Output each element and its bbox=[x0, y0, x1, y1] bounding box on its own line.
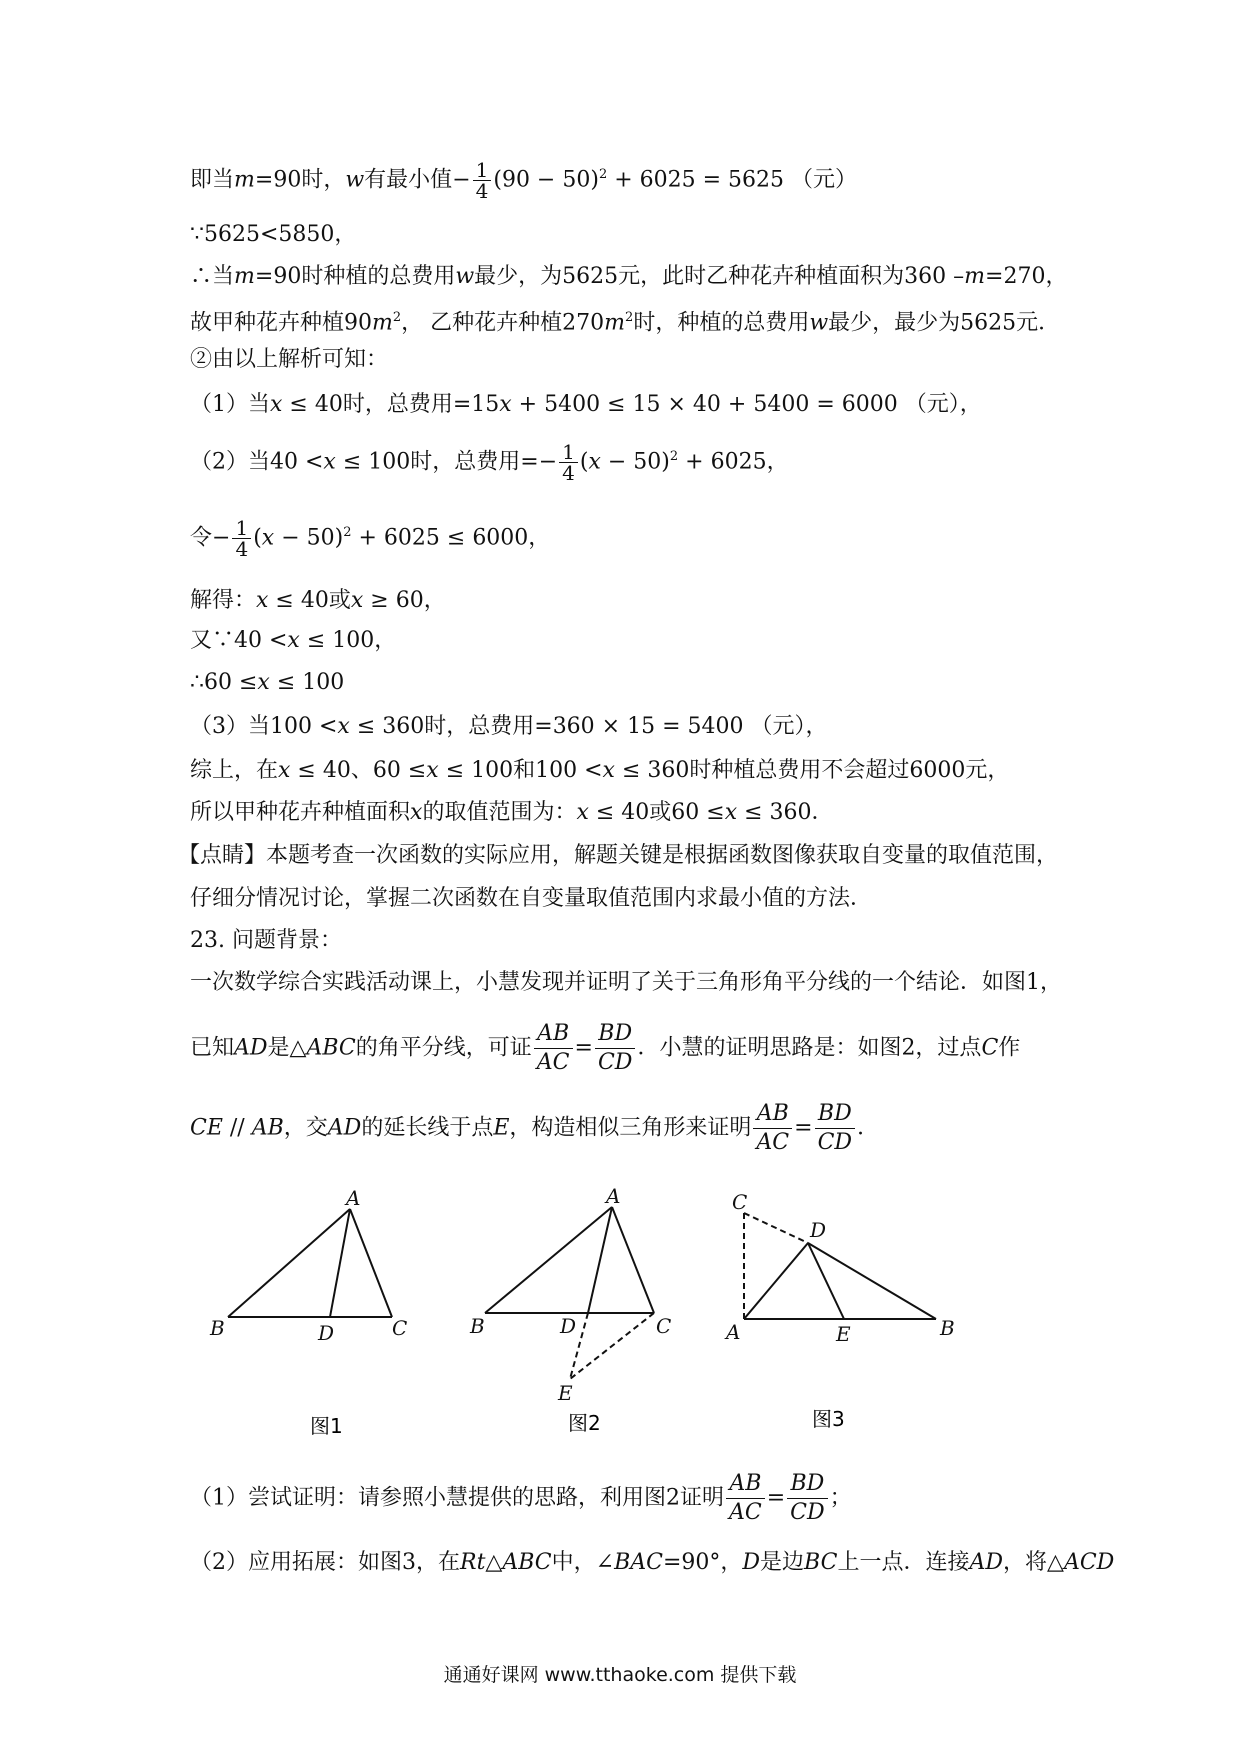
text: 是边 bbox=[760, 1550, 805, 1575]
var: m bbox=[372, 310, 393, 336]
text: =90时， bbox=[254, 167, 346, 193]
figures-diagram bbox=[0, 1185, 1240, 1445]
var: E bbox=[493, 1115, 510, 1141]
text: ， 乙种花卉种植270 bbox=[401, 310, 605, 336]
text: ≤ 360时，总费用=360 × 15 = 5400 （元）， bbox=[349, 714, 828, 739]
text: =90°， bbox=[662, 1550, 743, 1575]
denominator: AC bbox=[756, 1130, 790, 1155]
numerator: BD bbox=[787, 1470, 827, 1499]
text: ． bbox=[857, 1115, 880, 1141]
text: ( bbox=[579, 449, 589, 475]
denominator: AC bbox=[729, 1500, 762, 1525]
fraction-one-quarter bbox=[559, 442, 578, 483]
text: ≤ 40或60 ≤ bbox=[588, 800, 725, 825]
question-1 bbox=[190, 1470, 1090, 1527]
solution-comment-line-2: 仔细分情况讨论，掌握二次函数在自变量取值范围内求最小值的方法． bbox=[190, 886, 873, 911]
minus-sign: − bbox=[538, 449, 558, 475]
text: 中，∠ bbox=[551, 1550, 615, 1575]
text: + 5400 ≤ 15 × 40 + 5400 = 6000 （元）， bbox=[511, 392, 982, 417]
var: AD bbox=[969, 1550, 1004, 1575]
numerator: 1 bbox=[473, 160, 492, 181]
problem-paragraph-3 bbox=[190, 1100, 1090, 1157]
solution-line-8 bbox=[190, 518, 1090, 559]
text: 综上，在 bbox=[190, 758, 279, 783]
text: 已知 bbox=[190, 1035, 235, 1061]
solution-line-12 bbox=[190, 712, 1090, 742]
var: ABC bbox=[306, 1035, 356, 1061]
solution-line-2: ∵5625<5850， bbox=[190, 222, 357, 247]
solution-line-14 bbox=[190, 798, 1090, 828]
var: BAC bbox=[614, 1550, 663, 1575]
solution-line-5: ②由以上解析可知： bbox=[190, 347, 389, 372]
denominator: AC bbox=[536, 1050, 570, 1075]
fig2-label-b: B bbox=[470, 1314, 485, 1338]
var: x bbox=[323, 449, 336, 475]
text: − 50) bbox=[600, 449, 670, 475]
var: Rt bbox=[460, 1550, 486, 1575]
text: − 50) bbox=[274, 525, 344, 551]
fig2-label-d: D bbox=[560, 1314, 577, 1338]
fraction-bd-cd bbox=[815, 1100, 855, 1157]
fig3-label-d: D bbox=[810, 1218, 827, 1242]
solution-line-7 bbox=[190, 442, 1090, 483]
denominator: CD bbox=[817, 1130, 853, 1155]
question-2 bbox=[190, 1548, 1115, 1578]
var: m bbox=[234, 264, 255, 289]
var: m bbox=[234, 167, 255, 193]
fig1-label-a: A bbox=[346, 1186, 361, 1210]
equals-sign: = bbox=[794, 1115, 813, 1141]
var: x bbox=[278, 758, 291, 783]
text: ≤ 100时，总费用= bbox=[335, 449, 539, 475]
fraction-one-quarter bbox=[232, 518, 251, 559]
text: 最少，为5625元，此时乙种花卉种植面积为360 – bbox=[474, 264, 965, 289]
text: ≤ 360时种植总费用不会超过6000元， bbox=[614, 758, 1010, 783]
solution-comment-line-1: 【点睛】本题考查一次函数的实际应用，解题关键是根据函数图像获取自变量的取值范围， bbox=[178, 843, 1059, 868]
var: AD bbox=[327, 1115, 362, 1141]
var: x bbox=[499, 392, 512, 417]
fig2-label-a: A bbox=[606, 1185, 621, 1208]
text: 即当 bbox=[190, 167, 235, 193]
var: w bbox=[455, 264, 475, 289]
var: x bbox=[257, 670, 270, 695]
text: △ bbox=[485, 1550, 503, 1575]
solution-line-1 bbox=[190, 160, 1090, 201]
text: 作 bbox=[998, 1035, 1021, 1061]
text: （2）应用拓展：如图3，在 bbox=[190, 1550, 460, 1575]
text: （2）当40 < bbox=[190, 449, 324, 475]
text: ≤ 40时，总费用=15 bbox=[282, 392, 500, 417]
fig3-segment-cd-dashed bbox=[744, 1213, 808, 1243]
denominator: 4 bbox=[475, 179, 489, 203]
numerator: 1 bbox=[232, 518, 251, 539]
problem-paragraph-2 bbox=[190, 1020, 1090, 1077]
var: x bbox=[256, 588, 269, 613]
text: 又∵40 < bbox=[190, 628, 288, 653]
text: ≥ 60， bbox=[363, 588, 446, 613]
solution-line-3 bbox=[190, 262, 1090, 292]
numerator: 1 bbox=[559, 442, 578, 463]
denominator: 4 bbox=[562, 461, 575, 485]
text: 所以甲种花卉种植面积 bbox=[190, 800, 411, 825]
var: x bbox=[261, 525, 275, 551]
numerator: BD bbox=[595, 1020, 635, 1049]
fraction-ab-ac bbox=[726, 1470, 765, 1527]
exponent: 2 bbox=[669, 449, 679, 465]
var: x bbox=[337, 714, 350, 739]
fraction-ab-ac bbox=[534, 1020, 573, 1077]
text: ≤ 40或 bbox=[268, 588, 351, 613]
text: ，构造相似三角形来证明 bbox=[509, 1115, 752, 1141]
equals-sign: = bbox=[574, 1035, 593, 1061]
var: AD bbox=[234, 1035, 268, 1061]
text: ．小慧的证明思路是：如图2，过点 bbox=[637, 1035, 982, 1061]
text: 的角平分线，可证 bbox=[355, 1035, 532, 1061]
fig1-caption: 图1 bbox=[310, 1414, 343, 1438]
text: ≤ 100 bbox=[269, 670, 345, 695]
fig3-segment-ad bbox=[744, 1243, 808, 1319]
exponent: 2 bbox=[343, 525, 352, 541]
exponent: 2 bbox=[392, 310, 402, 325]
text: 上一点．连接 bbox=[837, 1550, 970, 1575]
text: ≤ 40、60 ≤ bbox=[290, 758, 427, 783]
var: ACD bbox=[1063, 1550, 1115, 1575]
numerator: AB bbox=[534, 1020, 573, 1049]
text: ≤ 100， bbox=[299, 628, 397, 653]
numerator: AB bbox=[753, 1100, 792, 1129]
var: ABC bbox=[502, 1550, 552, 1575]
solution-line-9 bbox=[190, 586, 1090, 616]
var: x bbox=[426, 758, 439, 783]
text: + 6025 ≤ 6000， bbox=[351, 525, 551, 551]
var: x bbox=[576, 800, 589, 825]
fig3-label-e: E bbox=[836, 1322, 851, 1346]
exponent: 2 bbox=[625, 310, 634, 325]
var: m bbox=[604, 310, 626, 336]
text: ∴当 bbox=[190, 264, 235, 289]
fig2-caption: 图2 bbox=[568, 1411, 601, 1435]
text: 最少，最少为5625元． bbox=[828, 310, 1061, 336]
figure-3 bbox=[744, 1213, 936, 1319]
var: BC bbox=[804, 1550, 838, 1575]
var: x bbox=[270, 392, 283, 417]
solution-line-6 bbox=[190, 390, 1090, 420]
fraction-one-quarter bbox=[473, 160, 492, 201]
equals-sign: = bbox=[766, 1485, 786, 1511]
text: 解得： bbox=[190, 588, 257, 613]
figure-1 bbox=[228, 1209, 392, 1317]
numerator: AB bbox=[726, 1470, 765, 1499]
denominator: 4 bbox=[235, 537, 249, 561]
text: 的取值范围为： bbox=[422, 800, 577, 825]
solution-line-10 bbox=[190, 626, 1090, 656]
minus-sign: − bbox=[452, 167, 471, 193]
fig1-label-c: C bbox=[392, 1316, 408, 1340]
minus-sign: − bbox=[212, 525, 231, 551]
numerator: BD bbox=[815, 1100, 855, 1129]
var: AB bbox=[251, 1115, 284, 1141]
fig3-label-c: C bbox=[732, 1190, 748, 1214]
fig3-caption: 图3 bbox=[812, 1407, 845, 1431]
var: x bbox=[602, 758, 615, 783]
figure-2 bbox=[485, 1207, 654, 1379]
text: =90时种植的总费用 bbox=[254, 264, 456, 289]
var: D bbox=[742, 1550, 761, 1575]
page-footer: 通通好课网 www.tthaoke.com 提供下载 bbox=[443, 1664, 797, 1686]
solution-line-4 bbox=[190, 303, 1090, 338]
fig2-label-e: E bbox=[558, 1381, 573, 1405]
text: (90 − 50) bbox=[493, 167, 599, 193]
solution-line-11 bbox=[190, 668, 1090, 698]
text: + 6025， bbox=[678, 449, 789, 475]
fig2-label-c: C bbox=[656, 1314, 672, 1338]
solution-line-13 bbox=[190, 756, 1090, 786]
problem-paragraph-1: 一次数学综合实践活动课上，小慧发现并证明了关于三角形角平分线的一个结论．如图1， bbox=[190, 970, 1063, 995]
text: 有最小值 bbox=[364, 167, 453, 193]
text: 的延长线于点 bbox=[361, 1115, 494, 1141]
text: 是△ bbox=[267, 1035, 307, 1061]
fig1-label-d: D bbox=[318, 1321, 335, 1345]
fraction-bd-cd bbox=[787, 1470, 827, 1527]
var: m bbox=[964, 264, 986, 289]
text: （1）当 bbox=[190, 392, 270, 417]
denominator: CD bbox=[597, 1050, 633, 1075]
fig3-segment-db bbox=[808, 1243, 936, 1319]
text: （1）尝试证明：请参照小慧提供的思路，利用图2证明 bbox=[190, 1485, 724, 1511]
fraction-bd-cd bbox=[595, 1020, 635, 1077]
text: ≤ 100和100 < bbox=[438, 758, 603, 783]
text: ( bbox=[253, 525, 262, 551]
text: （3）当100 < bbox=[190, 714, 338, 739]
fig1-label-b: B bbox=[210, 1316, 225, 1340]
text: + 6025 = 5625 （元） bbox=[607, 167, 858, 193]
text: =270， bbox=[985, 264, 1068, 289]
fig3-label-a: A bbox=[726, 1320, 741, 1344]
var: x bbox=[724, 800, 738, 825]
text: 时，种植的总费用 bbox=[633, 310, 810, 336]
fig1-segment-ac bbox=[350, 1209, 392, 1317]
text: 故甲种花卉种植90 bbox=[190, 310, 372, 336]
text: ∴60 ≤ bbox=[190, 670, 258, 695]
var: w bbox=[809, 310, 829, 336]
denominator: CD bbox=[790, 1500, 825, 1525]
var: CE bbox=[190, 1115, 223, 1141]
fig2-segment-ba bbox=[485, 1207, 612, 1313]
var: x bbox=[588, 449, 601, 475]
text: ，将△ bbox=[1003, 1550, 1064, 1575]
var: C bbox=[981, 1035, 999, 1061]
fig2-segment-ac bbox=[612, 1207, 654, 1313]
text: ≤ 360． bbox=[737, 800, 834, 825]
text: ，交 bbox=[283, 1115, 328, 1141]
fraction-ab-ac bbox=[753, 1100, 792, 1157]
text: 令 bbox=[190, 525, 213, 551]
var: w bbox=[345, 167, 365, 193]
text: ； bbox=[829, 1485, 852, 1511]
problem-number: 23. 问题背景： bbox=[190, 928, 342, 953]
fig2-segment-ce-dashed bbox=[570, 1313, 654, 1379]
var: x bbox=[410, 800, 423, 825]
var: x bbox=[287, 628, 300, 653]
fig1-segment-ba bbox=[228, 1209, 350, 1317]
exponent: 2 bbox=[598, 167, 608, 183]
text: // bbox=[222, 1115, 252, 1141]
fig3-label-b: B bbox=[940, 1316, 955, 1340]
var: x bbox=[350, 588, 364, 613]
